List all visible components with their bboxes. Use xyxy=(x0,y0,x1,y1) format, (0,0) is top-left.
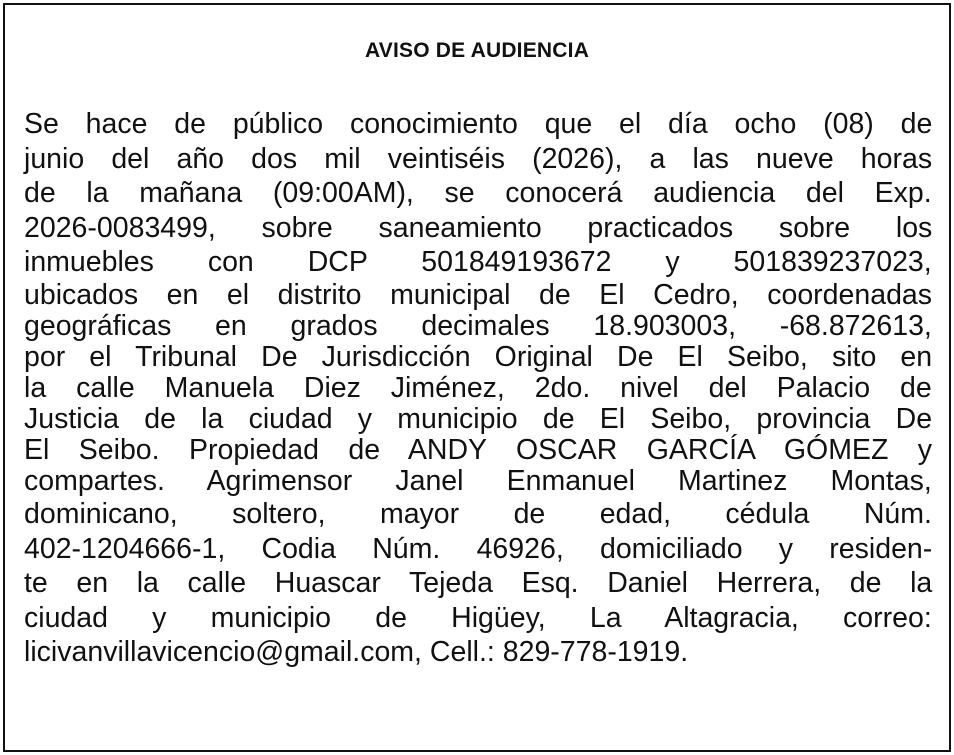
notice-line: ciudad y municipio de Higüey, La Altagracia, correo: xyxy=(24,601,932,634)
notice-line: 2026-0083499, sobre saneamiento practicados sobre los xyxy=(24,211,933,244)
notice-line: por el Tribunal De Jurisdicción Original De El Seibo, sito en xyxy=(24,340,933,373)
notice-line: licivanvillavicencio@gmail.com, Cell.: 829-778-1919. xyxy=(24,636,689,669)
notice-line: Justicia de la ciudad y municipio de El Seibo, provincia De xyxy=(24,402,933,435)
notice-line: de la mañana (09:00AM), se conocerá audiencia del Exp. xyxy=(24,177,932,210)
notice-line: dominicano, soltero, mayor de edad, cédula Núm. xyxy=(24,497,932,530)
notice-frame xyxy=(3,3,951,752)
notice-line: 402-1204666-1, Codia Núm. 46926, domiciliado y residen- xyxy=(24,532,933,565)
notice-line: geográficas en grados decimales 18.903003, -68.872613, xyxy=(24,309,932,342)
notice-line: ubicados en el distrito municipal de El Cedro, coordenadas xyxy=(24,278,933,311)
notice-body xyxy=(24,107,932,670)
notice-line: compartes. Agrimensor Janel Enmanuel Martinez Montas, xyxy=(24,464,932,497)
notice-title: AVISO DE AUDIENCIA xyxy=(364,39,590,62)
notice-line: Se hace de público conocimiento que el día ocho (08) de xyxy=(24,108,933,140)
notice-line: inmuebles con DCP 501849193672 y 501839237023, xyxy=(24,246,932,279)
notice-line: junio del año dos mil veintiséis (2026), a las nueve horas xyxy=(24,142,933,175)
notice-line: El Seibo. Propiedad de ANDY OSCAR GARCÍA GÓMEZ y xyxy=(24,433,933,466)
notice-line: te en la calle Huascar Tejeda Esq. Daniel Herrera, de la xyxy=(24,567,933,600)
notice-line: la calle Manuela Diez Jiménez, 2do. nivel del Palacio de xyxy=(24,371,932,404)
